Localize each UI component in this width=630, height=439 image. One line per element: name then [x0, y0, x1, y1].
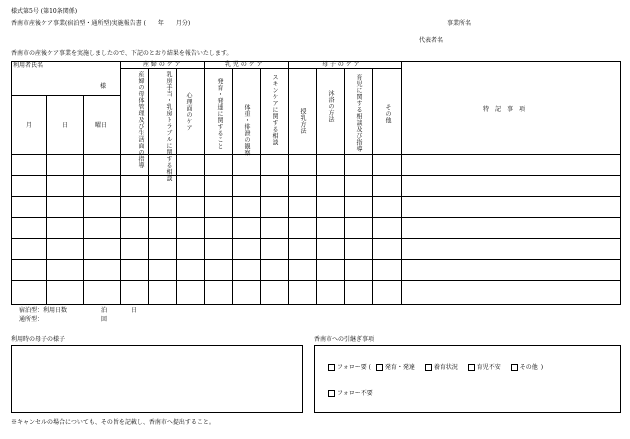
- day-header: 日: [62, 122, 69, 129]
- month-header: 月: [26, 122, 33, 129]
- handover-label: 香南市への引継ぎ事項: [314, 336, 375, 343]
- cancellation-note: ※キャンセルの場合についても、その旨を記載し、香南市へ提出すること。: [11, 419, 215, 426]
- form-number: 様式第5号 (第10条関係): [11, 8, 78, 15]
- group-mother-care: 産 婦 の ケ ア: [143, 61, 181, 68]
- weekday-header: 曜日: [95, 122, 108, 129]
- col-breast-care: 乳房手当・乳房トラブルに関する相談: [165, 71, 172, 182]
- office-name-label: 事業所名: [447, 20, 472, 27]
- group-mother-child-care: 母 子 の ケ ア: [322, 61, 360, 68]
- mother-child-condition-field[interactable]: [11, 345, 303, 413]
- sama-label: 様: [100, 83, 107, 90]
- stay-unit-days: 日: [131, 307, 138, 314]
- col-development: 発育・発達に関すること: [216, 78, 223, 150]
- option-upbringing-label: 養育状況: [433, 364, 458, 371]
- col-remarks: 特 記 事 項: [483, 106, 526, 113]
- col-skin-care: スキンケアに関する相談: [271, 74, 278, 146]
- col-psychological-care: 心理面のケア: [185, 92, 192, 131]
- follow-not-required-label: フォロー不要: [337, 390, 373, 397]
- col-feeding-method: 授乳方法: [299, 108, 306, 134]
- option-development-checkbox[interactable]: [376, 364, 383, 371]
- follow-required-checkbox[interactable]: [328, 364, 335, 371]
- col-bathing-method: 沐浴の方法: [327, 90, 334, 123]
- option-other-checkbox[interactable]: [511, 364, 518, 371]
- day-service-unit: 回: [101, 316, 108, 323]
- day-service-label: 通所型：: [19, 316, 44, 323]
- option-anxiety-checkbox[interactable]: [468, 364, 475, 371]
- stay-unit-nights: 泊: [101, 307, 108, 314]
- follow-not-required-checkbox[interactable]: [328, 390, 335, 397]
- col-maternal-management: 産婦の母体管理及び生活面の指導: [137, 71, 144, 169]
- stay-days-label: 宿泊型：利用日数: [19, 307, 68, 314]
- follow-required-row: [328, 364, 543, 371]
- option-anxiety-label: 育児不安: [476, 364, 501, 371]
- follow-required-label: フォロー要 (: [337, 364, 371, 371]
- representative-label: 代表者名: [419, 37, 444, 44]
- follow-not-required-row: [328, 390, 373, 397]
- option-development-label: 発育・発達: [384, 364, 415, 371]
- col-weight-excretion: 体重・排泄の観察: [243, 104, 250, 156]
- handover-field: [314, 345, 621, 413]
- intro-text: 香南市の産後ケア事業を実施しましたので、下記のとおり結果を報告いたします。: [11, 50, 233, 57]
- group-infant-care: 乳 児 の ケ ア: [225, 61, 263, 68]
- user-name-label: 利用者氏名: [13, 62, 44, 69]
- col-other: その他: [384, 104, 391, 124]
- col-childcare-guidance: 育児に関する相談及び指導: [355, 74, 362, 152]
- follow-close-paren: ): [540, 364, 544, 371]
- mother-child-condition-label: 利用時の母子の様子: [11, 336, 66, 343]
- page-title: 香南市産後ケア事業(宿泊型・通所型)実施報告書 ( 年 月分): [11, 20, 191, 27]
- option-upbringing-checkbox[interactable]: [425, 364, 432, 371]
- option-other-label: その他: [519, 364, 538, 371]
